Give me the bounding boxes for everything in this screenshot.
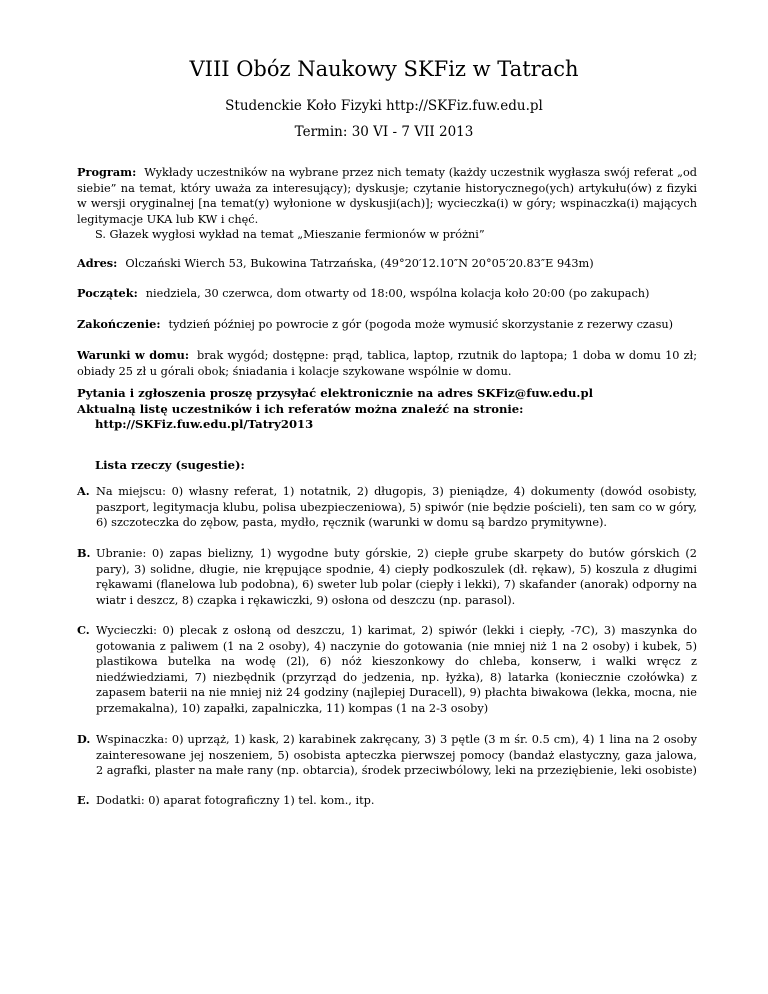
list-item-b bbox=[77, 546, 697, 608]
list-item-text: Dodatki: 0) aparat fotograficzny 1) tel. kom., itp. bbox=[96, 794, 375, 807]
program-text: Wykłady uczestników na wybrane przez nich tematy (każdy uczestnik wygłasza swój referat „od siebie” na temat, który uważa za interesujący); dyskusje; czytanie historycznego(ych) artykułu(ów) z fizyki w wersji oryginalnej [na temat(y) wyłonione w dyskusji(ach)]; wycieczka(i) w góry; wspinaczka(i) mających legitymacje UKA lub KW i chęć. bbox=[77, 166, 697, 226]
start-section bbox=[77, 286, 697, 302]
end-label: Zakończenie: bbox=[77, 317, 161, 331]
document-title: VIII Obóz Naukowy SKFiz w Tatrach bbox=[189, 57, 579, 81]
contact-line-email: Pytania i zgłoszenia proszę przysyłać elektronicznie na adres SKFiz@fuw.edu.pl bbox=[77, 386, 593, 400]
term-dates: Termin: 30 VI - 7 VII 2013 bbox=[294, 124, 474, 140]
address-section bbox=[77, 256, 697, 272]
address-label: Adres: bbox=[77, 256, 118, 270]
list-item-text: Wycieczki: 0) plecak z osłoną od deszczu, 1) karimat, 2) spiwór (lekki i ciepły, -7C), 3) maszynka do gotowania z paliwem (1 na 2 osoby), 4) naczynie do gotowania (nie mniej niż 1 na 2 osoby) i kubek, 5) plastikowa butelka na wodę (2l), 6) nóż kieszonkowy do chleba, konserw, i walki wręcz z niedźwiedziami, 7) niezbędnik (przyrząd do jedzenia, np. łyżka), 8) latarka (koniecznie czołówka) z zapasem baterii na nie mniej niż 24 godziny (najlepiej Duracell), 9) płachta biwakowa (lekka, mocna, nie przemakalna), 10) zapałki, zapalniczka, 11) kompas (1 na 2-3 osoby) bbox=[96, 624, 697, 715]
start-text: niedziela, 30 czerwca, dom otwarty od 18:00, wspólna kolacja koło 20:00 (po zakupach) bbox=[145, 287, 650, 300]
list-item-letter: B. bbox=[77, 546, 91, 560]
end-section bbox=[77, 317, 697, 333]
program-label: Program: bbox=[77, 165, 137, 179]
end-text: tydzień później po powrocie z gór (pogoda może wymusić skorzystanie z rezerwy czasu) bbox=[168, 318, 674, 331]
start-label: Początek: bbox=[77, 286, 138, 300]
list-item-d bbox=[77, 732, 697, 779]
list-item-letter: E. bbox=[77, 793, 90, 807]
lecture-note: S. Głazek wygłosi wykład na temat „Mieszanie fermionów w próżni” bbox=[95, 228, 485, 242]
list-item-text: Wspinaczka: 0) uprząż, 1) kask, 2) karabinek zakręcany, 3) 3 pętle (3 m śr. 0.5 cm), 4) 1 lina na 2 osoby zainteresowane jej noszeniem, 5) osobista apteczka pierwszej pomocy (bandaż elastyczny, gaza jalowa, 2 agrafki, plaster na małe rany (np. obtarcia), środek przeciwbólowy, leki na przeziębienie, leki osobiste) bbox=[96, 733, 697, 778]
conditions-section bbox=[77, 348, 697, 379]
list-item-letter: D. bbox=[77, 732, 91, 746]
contact-line-list: Aktualną listę uczestników i ich referatów można znaleźć na stronie: bbox=[77, 401, 524, 416]
conditions-label: Warunki w domu: bbox=[77, 348, 189, 362]
list-item-text: Ubranie: 0) zapas bielizny, 1) wygodne buty górskie, 2) ciepłe grube skarpety do butów górskich (2 pary), 3) solidne, długie, nie krępujące spodnie, 4) ciepły podkoszulek (dł. rękaw), 5) koszula z długimi rękawami (flanelowa lub podobna), 6) sweter lub polar (ciepły i lekki), 7) skafander (anorak) odporny na wiatr i deszcz, 8) czapka i rękawiczki, 9) osłona od deszczu (np. parasol). bbox=[96, 547, 697, 607]
list-item-letter: A. bbox=[77, 484, 90, 498]
contact-section bbox=[77, 386, 697, 433]
document-subtitle: Studenckie Koło Fizyki http://SKFiz.fuw.edu.pl bbox=[225, 98, 543, 114]
list-item-a bbox=[77, 484, 697, 531]
list-item-letter: C. bbox=[77, 623, 90, 637]
address-text: Olczański Wierch 53, Bukowina Tatrzańska, (49°20′12.10″N 20°05′20.83″E 943m) bbox=[125, 257, 594, 270]
program-section bbox=[77, 165, 697, 243]
contact-url-link[interactable]: http://SKFiz.fuw.edu.pl/Tatry2013 bbox=[95, 417, 314, 432]
list-title: Lista rzeczy (sugestie): bbox=[95, 458, 245, 472]
list-item-text: Na miejscu: 0) własny referat, 1) notatnik, 2) długopis, 3) pieniądze, 4) dokumenty (dowód osobisty, paszport, legitymacja klubu, polisa ubezpieczeniowa), 5) spiwór (nie będzie pościeli), ten sam co w góry, 6) szczoteczka do zębow, pasta, mydło, ręcznik (warunki w domu są bardzo prymitywne). bbox=[96, 485, 697, 530]
list-item-e bbox=[77, 793, 697, 809]
conditions-text: brak wygód; dostępne: prąd, tablica, laptop, rzutnik do laptopa; 1 doba w domu 10 zł; obiady 25 zł u górali obok; śniadania i kolacje szykowane wspólnie w domu. bbox=[77, 349, 698, 378]
list-item-c bbox=[77, 623, 697, 717]
